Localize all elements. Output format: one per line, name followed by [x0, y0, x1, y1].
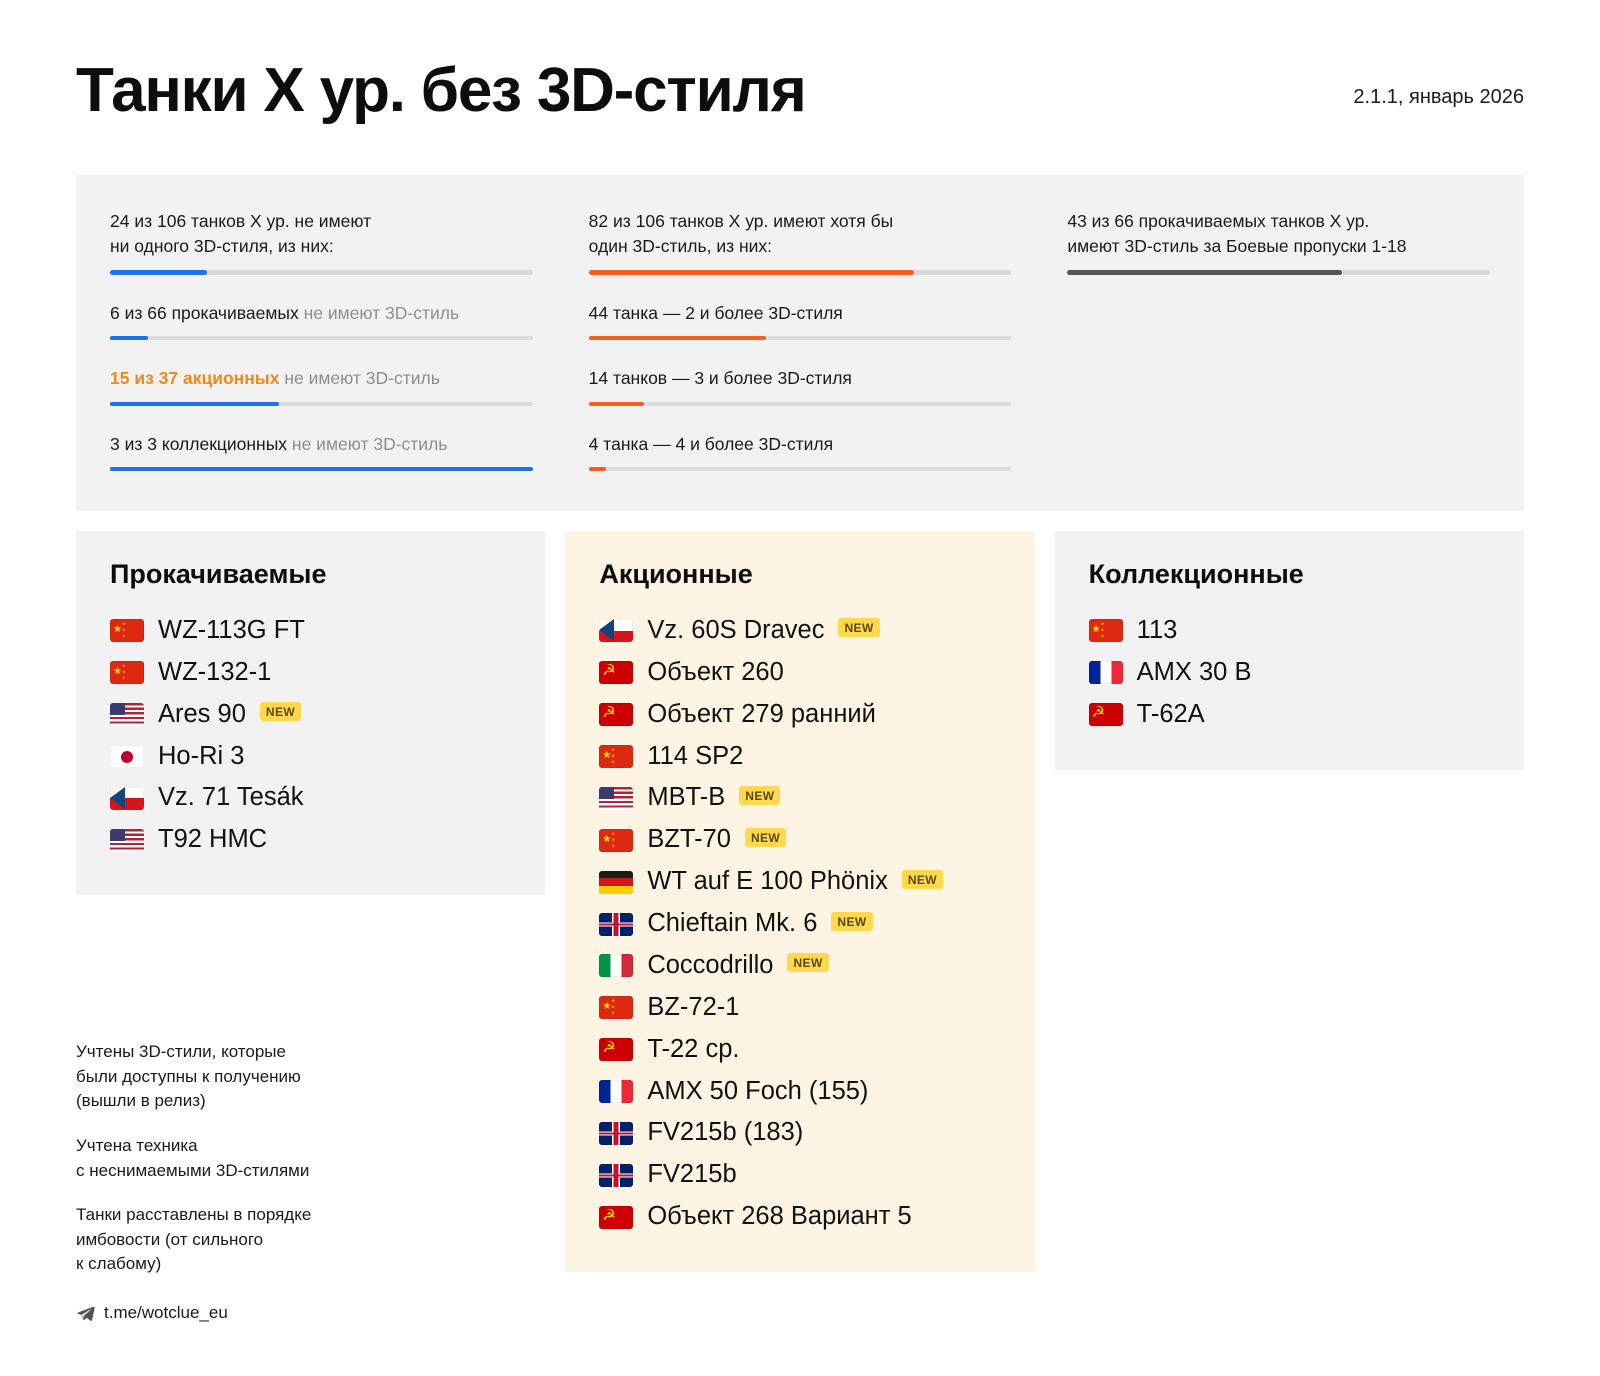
tank-name: WZ-132-1 [158, 657, 272, 686]
tank-name: Ares 90 [158, 699, 246, 728]
tank-row [110, 694, 511, 736]
tank-name: 114 SP2 [647, 741, 744, 770]
category-title: Акционные [599, 558, 753, 589]
flag-cn-icon [110, 661, 144, 684]
footnote-text: Учтены 3D-стили, которые были доступны к получению (вышли в релиз) [76, 1042, 301, 1111]
new-badge: NEW [838, 618, 879, 637]
page-header [76, 58, 1524, 123]
stat-suffix-text: не имеют 3D-стиль [279, 368, 440, 389]
telegram-handle[interactable]: t.me/wotclue_eu [104, 1303, 228, 1323]
flag-us-icon [599, 787, 633, 810]
new-badge: NEW [902, 870, 943, 889]
tank-row [599, 903, 1000, 945]
tank-name: 113 [1136, 615, 1178, 644]
flag-cz-icon [599, 619, 633, 642]
flag-cz-icon [110, 787, 144, 810]
stats-column [1067, 209, 1490, 471]
version-label: 2.1.1, январь 2026 [1353, 86, 1524, 109]
category-panel [565, 531, 1034, 1272]
tank-row [599, 694, 1000, 736]
stat-progress-bar [110, 336, 533, 340]
tank-row [599, 1071, 1000, 1113]
stat-text [110, 301, 533, 326]
tank-row [599, 945, 1000, 987]
flag-us-icon [110, 829, 144, 852]
flag-it-icon [599, 954, 633, 977]
tank-row [110, 777, 511, 819]
flag-us-icon [110, 703, 144, 726]
tank-name: T-22 ср. [647, 1034, 740, 1063]
tank-name: Ho-Ri 3 [158, 741, 245, 770]
tank-name: Chieftain Mk. 6 [647, 909, 818, 938]
tank-row [599, 1112, 1000, 1154]
flag-su-icon [599, 1206, 633, 1229]
category-title: Коллекционные [1088, 558, 1304, 589]
stats-column [110, 209, 533, 471]
tank-name: Объект 268 Вариант 5 [647, 1202, 912, 1231]
stat-progress-bar [589, 467, 1012, 471]
stat-progress-fill [110, 336, 148, 340]
stat-suffix-text: не имеют 3D-стиль [298, 302, 460, 323]
tank-row [599, 1196, 1000, 1238]
tank-name: AMX 50 Foch (155) [647, 1076, 869, 1105]
stat-value-text: 6 из 66 прокачиваемых [110, 302, 299, 323]
new-badge: NEW [745, 828, 786, 847]
flag-su-icon [599, 703, 633, 726]
stat-block [110, 301, 533, 340]
flag-uk-icon [599, 913, 633, 936]
flag-su-icon [599, 661, 633, 684]
category-panel [1055, 531, 1524, 770]
stat-block [589, 366, 1012, 405]
stat-progress-bar [110, 402, 533, 406]
tank-row [599, 1154, 1000, 1196]
flag-uk-icon [599, 1164, 633, 1187]
tank-row [1089, 652, 1490, 694]
stat-value-text: 14 танков — 3 и более 3D-стиля [588, 368, 852, 389]
new-badge: NEW [831, 912, 872, 931]
stat-progress-fill [1067, 270, 1342, 275]
stat-text: 43 из 66 прокачиваемых танков X ур. имеют 3D-стиль за Боевые пропуски 1-18 [1067, 211, 1407, 257]
stat-progress-fill [589, 402, 644, 406]
tank-name: AMX 30 B [1136, 657, 1252, 686]
stats-panel [76, 175, 1524, 511]
tank-row [110, 652, 511, 694]
tank-name: Объект 279 ранний [647, 699, 876, 728]
stat-progress-bar [589, 336, 1012, 340]
new-badge: NEW [260, 702, 301, 721]
flag-su-icon [1089, 703, 1123, 726]
flag-su-icon [599, 1038, 633, 1061]
flag-cn-icon [110, 619, 144, 642]
tank-name: BZT-70 [647, 825, 731, 854]
stat-text [110, 432, 533, 457]
tank-name: FV215b (183) [647, 1118, 804, 1147]
stat-block [589, 432, 1012, 471]
stat-value-text: 44 танка — 2 и более 3D-стиля [588, 302, 843, 323]
stat-block [110, 209, 533, 275]
stat-suffix-text: не имеют 3D-стиль [287, 433, 448, 454]
category-panel [76, 531, 545, 895]
tank-name: BZ-72-1 [647, 992, 740, 1021]
tank-row [599, 819, 1000, 861]
tank-row [599, 652, 1000, 694]
footnote-text: Танки расставлены в порядке имбовости (от сильного к слабому) [76, 1205, 312, 1274]
new-badge: NEW [739, 786, 780, 805]
tank-name: WT auf E 100 Phönix [647, 867, 888, 896]
tank-name: T-62A [1136, 699, 1205, 728]
page-title: Танки X ур. без 3D-стиля [76, 56, 806, 125]
flag-de-icon [599, 871, 633, 894]
tank-row [110, 610, 511, 652]
stat-text [589, 432, 1012, 457]
stat-value-text: 4 танка — 4 и более 3D-стиля [588, 433, 834, 454]
stat-block [589, 209, 1012, 275]
tank-name: WZ-113G FT [158, 615, 305, 644]
stat-progress-bar [1067, 270, 1490, 275]
tank-row [1089, 610, 1490, 652]
stat-progress-bar [110, 270, 533, 275]
stat-value-text: 3 из 3 коллекционных [110, 433, 288, 454]
flag-cn-icon [599, 745, 633, 768]
footnotes [76, 1040, 476, 1323]
tank-row [599, 1029, 1000, 1071]
category-title: Прокачиваемые [110, 558, 327, 589]
tank-name: Vz. 60S Dravec [647, 615, 825, 644]
stat-block [589, 301, 1012, 340]
stat-block [110, 366, 533, 405]
tank-row [1089, 694, 1490, 736]
stat-text [589, 301, 1012, 326]
stat-progress-bar [589, 402, 1012, 406]
stat-text [110, 366, 533, 391]
flag-cn-icon [1089, 619, 1123, 642]
stats-column [589, 209, 1012, 471]
tank-name: FV215b [647, 1160, 737, 1189]
tank-name: T92 HMC [158, 825, 268, 854]
stat-progress-fill [110, 270, 207, 275]
tank-row [599, 987, 1000, 1029]
tank-row [599, 736, 1000, 778]
stat-value-text: 15 из 37 акционных [110, 368, 280, 389]
telegram-link-row[interactable] [76, 1303, 476, 1323]
stat-progress-fill [589, 270, 914, 275]
stat-text [589, 366, 1012, 391]
stat-progress-fill [110, 467, 533, 471]
flag-jp-icon [110, 745, 144, 768]
flag-uk-icon [599, 1122, 633, 1145]
stat-progress-fill [110, 402, 279, 406]
flag-cn-icon [599, 829, 633, 852]
stat-progress-bar [589, 270, 1012, 275]
tank-name: Coccodrillo [647, 950, 774, 979]
tank-row [599, 861, 1000, 903]
flag-cn-icon [599, 996, 633, 1019]
stat-progress-fill [589, 467, 606, 471]
tank-name: MBT-B [647, 783, 726, 812]
flag-fr-icon [1089, 661, 1123, 684]
telegram-icon [76, 1304, 95, 1323]
footnote-text: Учтена техника с неснимаемыми 3D-стилями [76, 1135, 310, 1180]
tank-name: Объект 260 [647, 657, 784, 686]
new-badge: NEW [787, 953, 828, 972]
flag-fr-icon [599, 1080, 633, 1103]
tank-row [110, 819, 511, 861]
stat-progress-bar [110, 467, 533, 471]
stat-text: 82 из 106 танков X ур. имеют хотя бы один 3D-стиль, из них: [588, 211, 894, 257]
stat-block [110, 432, 533, 471]
tank-row [110, 736, 511, 778]
stat-progress-fill [589, 336, 767, 340]
stat-text: 24 из 106 танков X ур. не имеют ни одного 3D-стиля, из них: [110, 211, 372, 257]
tank-row [599, 610, 1000, 652]
stat-block [1067, 209, 1490, 275]
tank-row [599, 777, 1000, 819]
tank-name: Vz. 71 Tesák [158, 783, 304, 812]
